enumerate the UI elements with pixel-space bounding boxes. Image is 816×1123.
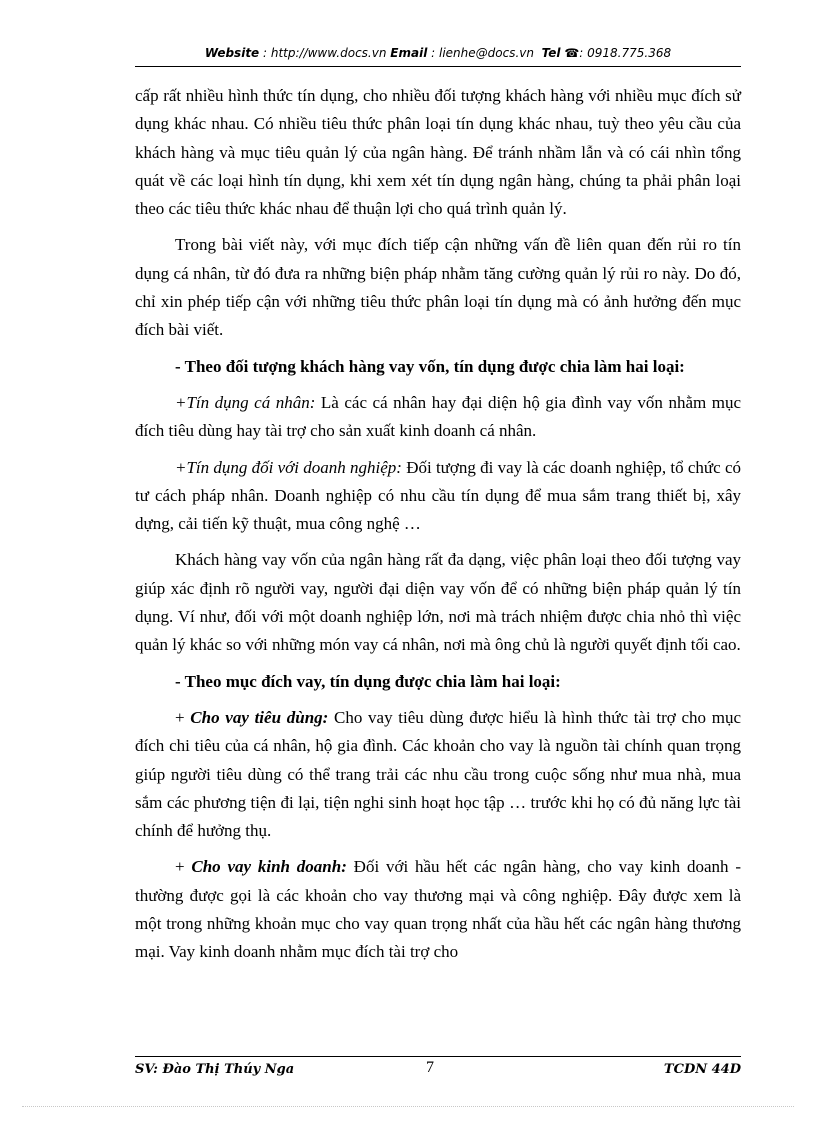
paragraph-consumer-loans — [135, 704, 741, 845]
page-boundary-line — [22, 1106, 794, 1107]
website-url[interactable]: http://www.docs.vn — [270, 46, 387, 60]
tel-number: : 0918.775.368 — [579, 46, 672, 60]
website-separator: : — [259, 46, 271, 60]
email-separator: : — [427, 46, 439, 60]
business-credit-text: Đối tượng đi vay là các doanh nghiệp, tổ chức có tư cách pháp nhân. Doanh nghiệp có nhu cầu tín dụng để mua sắm trang thiết bị, xây dựng, cải tiến kỹ thuật, mua công nghệ … — [135, 457, 741, 534]
paragraph-2: Trong bài viết này, với mục đích tiếp cận những vấn đề liên quan đến rủi ro tín dụng cá nhân, từ đó đưa ra những biện pháp nhằm tăng cường quản lý rủi ro này. Do đó, chỉ xin phép tiếp cận với những tiêu thức phân loại tín dụng mà có ảnh hưởng đến mục đích bài viết. — [135, 235, 741, 340]
consumer-loans-text: Cho vay tiêu dùng được hiểu là hình thức tài trợ cho mục đích chi tiêu của cá nhân, hộ gia đình. Các khoản cho vay là nguồn tài chính quan trọng giúp người tiêu dùng có thể trang trải các nhu cầu trong cuộc sống như mua nhà, mua sắm các phương tiện đi lại, tiện nghi sinh hoạt học tập … trước khi họ có đủ năng lực tài chính để hưởng thụ. — [135, 707, 741, 841]
page-header — [135, 46, 741, 60]
heading-by-customer: - Theo đối tượng khách hàng vay vốn, tín dụng được chia làm hai loại: — [175, 356, 685, 376]
business-loans-text: Đối với hầu hết các ngân hàng, cho vay kinh doanh - thường được gọi là các khoản cho vay thương mại và công nghiệp. Đây được xem là một trong những khoản mục cho vay quan trọng nhất của hầu hết các ngân hàng thương mại. Vay kinh doanh nhằm mục đích tài trợ cho — [135, 857, 741, 962]
business-loans-prefix: + — [175, 857, 192, 877]
paragraph-personal-credit — [135, 389, 741, 446]
personal-credit-label: +Tín dụng cá nhân: — [175, 392, 316, 412]
heading-by-purpose: - Theo mục đích vay, tín dụng được chia làm hai loại: — [175, 671, 561, 691]
business-loans-label: Cho vay kinh doanh: — [191, 857, 347, 877]
telephone-icon: ☎ — [564, 46, 580, 60]
consumer-loans-prefix: + — [175, 707, 191, 727]
paragraph-business-loans — [135, 853, 741, 966]
tel-label: Tel — [541, 46, 561, 60]
page-number: 7 — [426, 1059, 434, 1076]
paragraph-business-credit — [135, 454, 741, 539]
footer-author: SV: Đào Thị Thúy Nga — [135, 1062, 295, 1077]
business-credit-label: +Tín dụng đối với doanh nghiệp: — [175, 457, 402, 477]
paragraph-1: cấp rất nhiều hình thức tín dụng, cho nhiều đối tượng khách hàng với nhiều mục đích sử dụng khác nhau. Có nhiều tiêu thức phân loại tín dụng khác nhau, tuỳ theo yêu cầu của khách hàng và mục tiêu quản lý của ngân hàng. Để tránh nhầm lẫn và có cái nhìn tổng quát về các loại hình tín dụng, khi xem xét tín dụng ngân hàng, chúng ta phải phân loại theo các tiêu thức khác nhau để thuận lợi cho quá trình quản lý. — [135, 86, 741, 219]
page-footer — [135, 1059, 741, 1081]
website-label: Website — [204, 46, 260, 60]
footer-class-code: TCDN 44D — [663, 1062, 741, 1077]
email-label: Email — [390, 46, 428, 60]
consumer-loans-label: Cho vay tiêu dùng: — [190, 707, 329, 727]
paragraph-customers: Khách hàng vay vốn của ngân hàng rất đa dạng, việc phân loại theo đối tượng vay giúp xác định rõ người vay, người đại diện vay vốn để có những biện pháp quản lý tín dụng. Ví như, đối với một doanh nghiệp lớn, nơi mà trách nhiệm được chia nhỏ thì việc quản lý khác so với những món vay cá nhân, nơi mà ông chủ là người quyết định tối cao. — [135, 550, 741, 655]
email-address[interactable]: lienhe@docs.vn — [438, 46, 534, 60]
personal-credit-text: Là các cá nhân hay đại diện hộ gia đình vay vốn nhằm mục đích tiêu dùng hay tài trợ cho sản xuất kinh doanh cá nhân. — [135, 392, 741, 441]
footer-divider — [135, 1056, 741, 1057]
header-divider — [135, 66, 741, 67]
document-body — [135, 82, 741, 975]
